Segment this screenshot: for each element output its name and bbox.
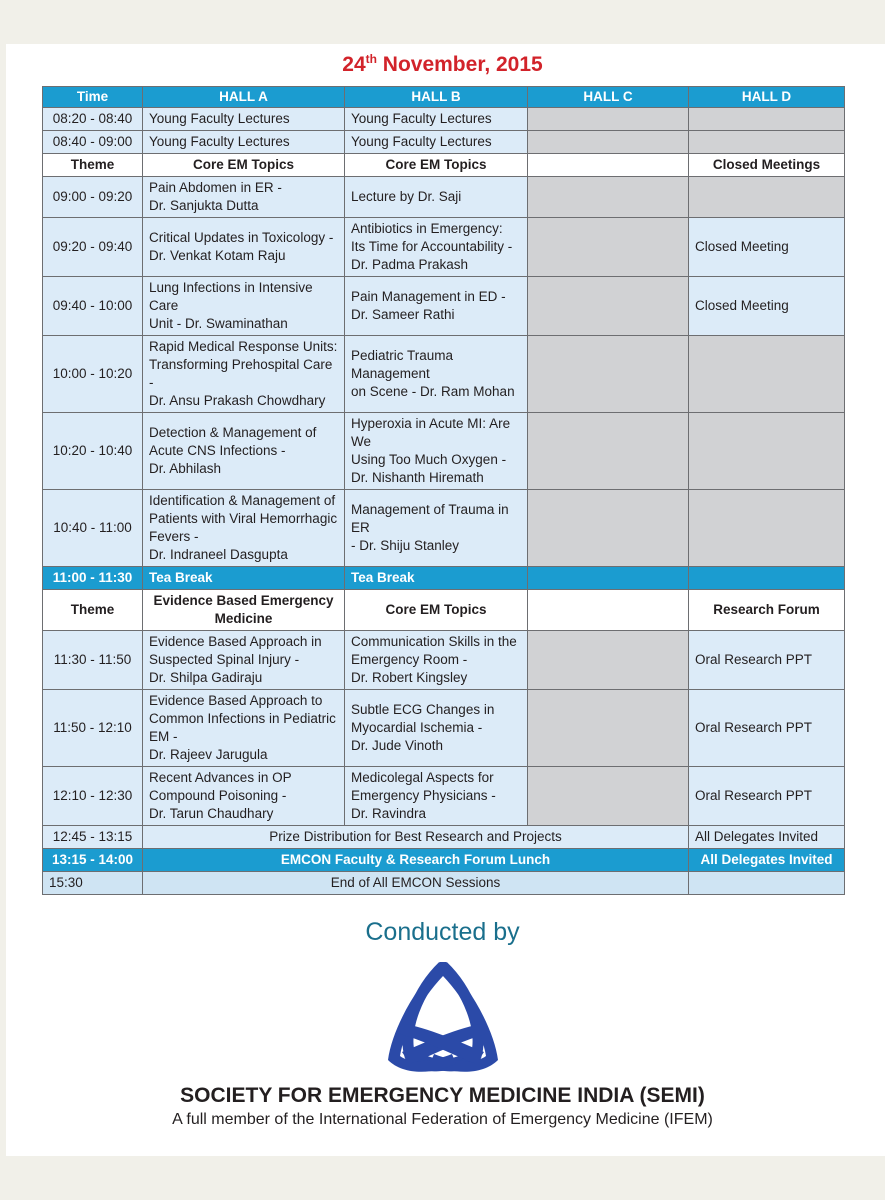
- cell-time: 11:30 - 11:50: [43, 631, 143, 690]
- table-row: [43, 177, 845, 218]
- cell-hall-c: [528, 177, 689, 218]
- cell-hall-a: Rapid Medical Response Units: Transforming Prehospital Care - Dr. Ansu Prakash Chowdhary: [143, 336, 345, 413]
- cell-time: 09:40 - 10:00: [43, 277, 143, 336]
- header-hall-a: HALL A: [143, 87, 345, 108]
- cell-time: 11:00 - 11:30: [43, 567, 143, 590]
- header-time: Time: [43, 87, 143, 108]
- cell-hall-c: [528, 108, 689, 131]
- header-hall-d: HALL D: [689, 87, 845, 108]
- cell-time: 09:00 - 09:20: [43, 177, 143, 218]
- cell-hall-a: Evidence Based Approach in Suspected Spinal Injury - Dr. Shilpa Gadiraju: [143, 631, 345, 690]
- cell-hall-b: Young Faculty Lectures: [345, 131, 528, 154]
- cell-hall-d: Closed Meeting: [689, 277, 845, 336]
- cell-hall-d: Closed Meeting: [689, 218, 845, 277]
- cell-time: 08:40 - 09:00: [43, 131, 143, 154]
- theme-row: [43, 154, 845, 177]
- cell-hall-c: [528, 590, 689, 631]
- table-row: [43, 413, 845, 490]
- cell-hall-b: Subtle ECG Changes in Myocardial Ischemia - Dr. Jude Vinoth: [345, 690, 528, 767]
- table-row: [43, 131, 845, 154]
- prize-time: 12:45 - 13:15: [43, 826, 143, 849]
- header-hall-c: HALL C: [528, 87, 689, 108]
- cell-hall-a: Evidence Based Approach to Common Infections in Pediatric EM - Dr. Rajeev Jarugula: [143, 690, 345, 767]
- cell-time: Theme: [43, 154, 143, 177]
- cell-hall-a: Tea Break: [143, 567, 345, 590]
- prize-text: Prize Distribution for Best Research and Projects: [143, 826, 689, 849]
- schedule-body: [43, 108, 845, 895]
- cell-time: 10:00 - 10:20: [43, 336, 143, 413]
- cell-hall-c: [528, 767, 689, 826]
- cell-hall-c: [528, 154, 689, 177]
- table-row: [43, 108, 845, 131]
- cell-time: 08:20 - 08:40: [43, 108, 143, 131]
- schedule-table: [42, 86, 845, 895]
- lunch-text: EMCON Faculty & Research Forum Lunch: [143, 849, 689, 872]
- cell-hall-c: [528, 413, 689, 490]
- cell-hall-d: [689, 131, 845, 154]
- cell-hall-b: Lecture by Dr. Saji: [345, 177, 528, 218]
- cell-time: 11:50 - 12:10: [43, 690, 143, 767]
- cell-time: 12:10 - 12:30: [43, 767, 143, 826]
- cell-hall-a: Recent Advances in OP Compound Poisoning - Dr. Tarun Chaudhary: [143, 767, 345, 826]
- cell-time: 10:40 - 11:00: [43, 490, 143, 567]
- cell-hall-c: [528, 131, 689, 154]
- cell-time: 09:20 - 09:40: [43, 218, 143, 277]
- cell-hall-a: Young Faculty Lectures: [143, 108, 345, 131]
- cell-hall-c: [528, 490, 689, 567]
- top-band: [0, 0, 885, 44]
- cell-hall-c: [528, 567, 689, 590]
- end-row: [43, 872, 845, 895]
- semi-logo: [382, 960, 504, 1078]
- header-row: [43, 87, 845, 108]
- cell-hall-b: Tea Break: [345, 567, 528, 590]
- table-row: [43, 336, 845, 413]
- cell-hall-d: [689, 567, 845, 590]
- table-row: [43, 277, 845, 336]
- lunch-hall-d: All Delegates Invited: [689, 849, 845, 872]
- cell-hall-a: Young Faculty Lectures: [143, 131, 345, 154]
- date-title: [0, 52, 885, 77]
- tea-break-row: [43, 567, 845, 590]
- prize-row: [43, 826, 845, 849]
- cell-hall-b: Core EM Topics: [345, 154, 528, 177]
- cell-hall-b: Pain Management in ED - Dr. Sameer Rathi: [345, 277, 528, 336]
- cell-hall-d: Closed Meetings: [689, 154, 845, 177]
- cell-time: 10:20 - 10:40: [43, 413, 143, 490]
- org-name: SOCIETY FOR EMERGENCY MEDICINE INDIA (SEMI): [180, 1084, 705, 1107]
- cell-hall-c: [528, 690, 689, 767]
- cell-hall-d: Oral Research PPT: [689, 767, 845, 826]
- date-suffix: th: [365, 52, 377, 66]
- cell-hall-b: Communication Skills in the Emergency Room - Dr. Robert Kingsley: [345, 631, 528, 690]
- date-day: 24: [342, 53, 366, 76]
- end-time: 15:30: [43, 872, 143, 895]
- cell-hall-d: Oral Research PPT: [689, 631, 845, 690]
- table-row: [43, 631, 845, 690]
- cell-hall-d: Research Forum: [689, 590, 845, 631]
- cell-hall-d: [689, 177, 845, 218]
- cell-hall-b: Management of Trauma in ER - Dr. Shiju Stanley: [345, 490, 528, 567]
- cell-hall-a: Evidence Based Emergency Medicine: [143, 590, 345, 631]
- cell-hall-c: [528, 277, 689, 336]
- header-hall-b: HALL B: [345, 87, 528, 108]
- org-subtitle: A full member of the International Federation of Emergency Medicine (IFEM): [172, 1111, 713, 1128]
- lunch-time: 13:15 - 14:00: [43, 849, 143, 872]
- cell-time: Theme: [43, 590, 143, 631]
- bottom-band: [0, 1156, 885, 1200]
- cell-hall-d: [689, 413, 845, 490]
- cell-hall-c: [528, 218, 689, 277]
- cell-hall-b: Antibiotics in Emergency: Its Time for Accountability - Dr. Padma Prakash: [345, 218, 528, 277]
- end-hall-d: [689, 872, 845, 895]
- cell-hall-b: Hyperoxia in Acute MI: Are We Using Too Much Oxygen - Dr. Nishanth Hiremath: [345, 413, 528, 490]
- end-text: End of All EMCON Sessions: [143, 872, 689, 895]
- cell-hall-a: Lung Infections in Intensive Care Unit - Dr. Swaminathan: [143, 277, 345, 336]
- cell-hall-b: Pediatric Trauma Management on Scene - Dr. Ram Mohan: [345, 336, 528, 413]
- table-row: [43, 490, 845, 567]
- cell-hall-b: Medicolegal Aspects for Emergency Physicians - Dr. Ravindra: [345, 767, 528, 826]
- cell-hall-a: Detection & Management of Acute CNS Infections - Dr. Abhilash: [143, 413, 345, 490]
- cell-hall-d: [689, 490, 845, 567]
- cell-hall-b: Core EM Topics: [345, 590, 528, 631]
- cell-hall-b: Young Faculty Lectures: [345, 108, 528, 131]
- table-row: [43, 690, 845, 767]
- cell-hall-c: [528, 631, 689, 690]
- cell-hall-a: Pain Abdomen in ER - Dr. Sanjukta Dutta: [143, 177, 345, 218]
- cell-hall-d: [689, 336, 845, 413]
- cell-hall-c: [528, 336, 689, 413]
- cell-hall-a: Core EM Topics: [143, 154, 345, 177]
- cell-hall-a: Identification & Management of Patients with Viral Hemorrhagic Fevers - Dr. Indraneel Dasgupta: [143, 490, 345, 567]
- prize-hall-d: All Delegates Invited: [689, 826, 845, 849]
- date-rest: November, 2015: [376, 53, 543, 76]
- lunch-row: [43, 849, 845, 872]
- conducted-by: Conducted by: [365, 918, 520, 946]
- theme-row: [43, 590, 845, 631]
- cell-hall-a: Critical Updates in Toxicology - Dr. Venkat Kotam Raju: [143, 218, 345, 277]
- cell-hall-d: Oral Research PPT: [689, 690, 845, 767]
- cell-hall-d: [689, 108, 845, 131]
- table-row: [43, 218, 845, 277]
- table-row: [43, 767, 845, 826]
